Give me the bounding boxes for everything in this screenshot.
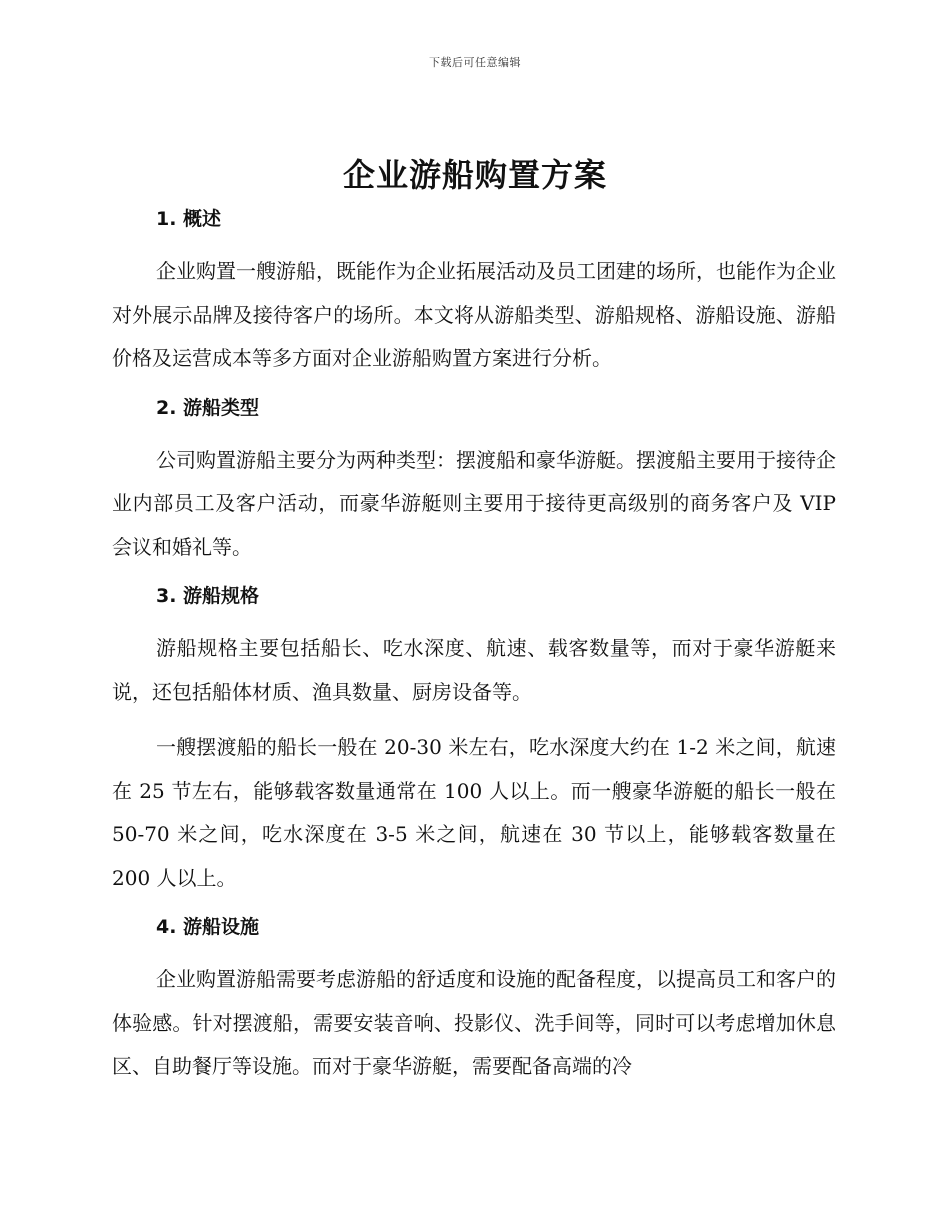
section-heading: 4. 游船设施 [156, 916, 260, 938]
paragraph: 企业购置一艘游船，既能作为企业拓展活动及员工团建的场所，也能作为企业对外展示品牌及接待客户的场所。本文将从游船类型、游船规格、游船设施、游船价格及运营成本等多方面对企业游船购置方案进行分析。 [112, 259, 836, 370]
paragraph: 一艘摆渡船的船长一般在 20-30 米左右，吃水深度大约在 1-2 米之间，航速在 25 节左右，能够载客数量通常在 100 人以上。而一艘豪华游艇的船长一般在 50-70 米之间，吃水深度在 3-5 米之间，航速在 30 节以上，能够载客数量在 200 人以上。 [112, 735, 836, 890]
paragraph: 企业购置游船需要考虑游船的舒适度和设施的配备程度，以提高员工和客户的体验感。针对摆渡船，需要安装音响、投影仪、洗手间等，同时可以考虑增加休息区、自助餐厅等设施。而对于豪华游艇，需要配备高端的冷 [112, 967, 836, 1078]
document-title: 企业游船购置方案 [342, 156, 607, 194]
section-heading: 1. 概述 [156, 208, 222, 230]
paragraph: 公司购置游船主要分为两种类型：摆渡船和豪华游艇。摆渡船主要用于接待企业内部员工及客户活动，而豪华游艇则主要用于接待更高级别的商务客户及 VIP 会议和婚礼等。 [112, 447, 836, 559]
section-yacht-specs [112, 581, 836, 900]
section-yacht-types [112, 393, 836, 570]
section-heading: 2. 游船类型 [156, 396, 260, 419]
section-yacht-facilities [112, 912, 836, 1089]
page-header: 下载后可任意编辑 [429, 56, 521, 69]
section-heading: 3. 游船规格 [156, 585, 260, 607]
document-body [112, 204, 836, 1101]
section-overview [112, 204, 836, 381]
paragraph: 游船规格主要包括船长、吃水深度、航速、载客数量等，而对于豪华游艇来说，还包括船体材质、渔具数量、厨房设备等。 [112, 636, 836, 704]
